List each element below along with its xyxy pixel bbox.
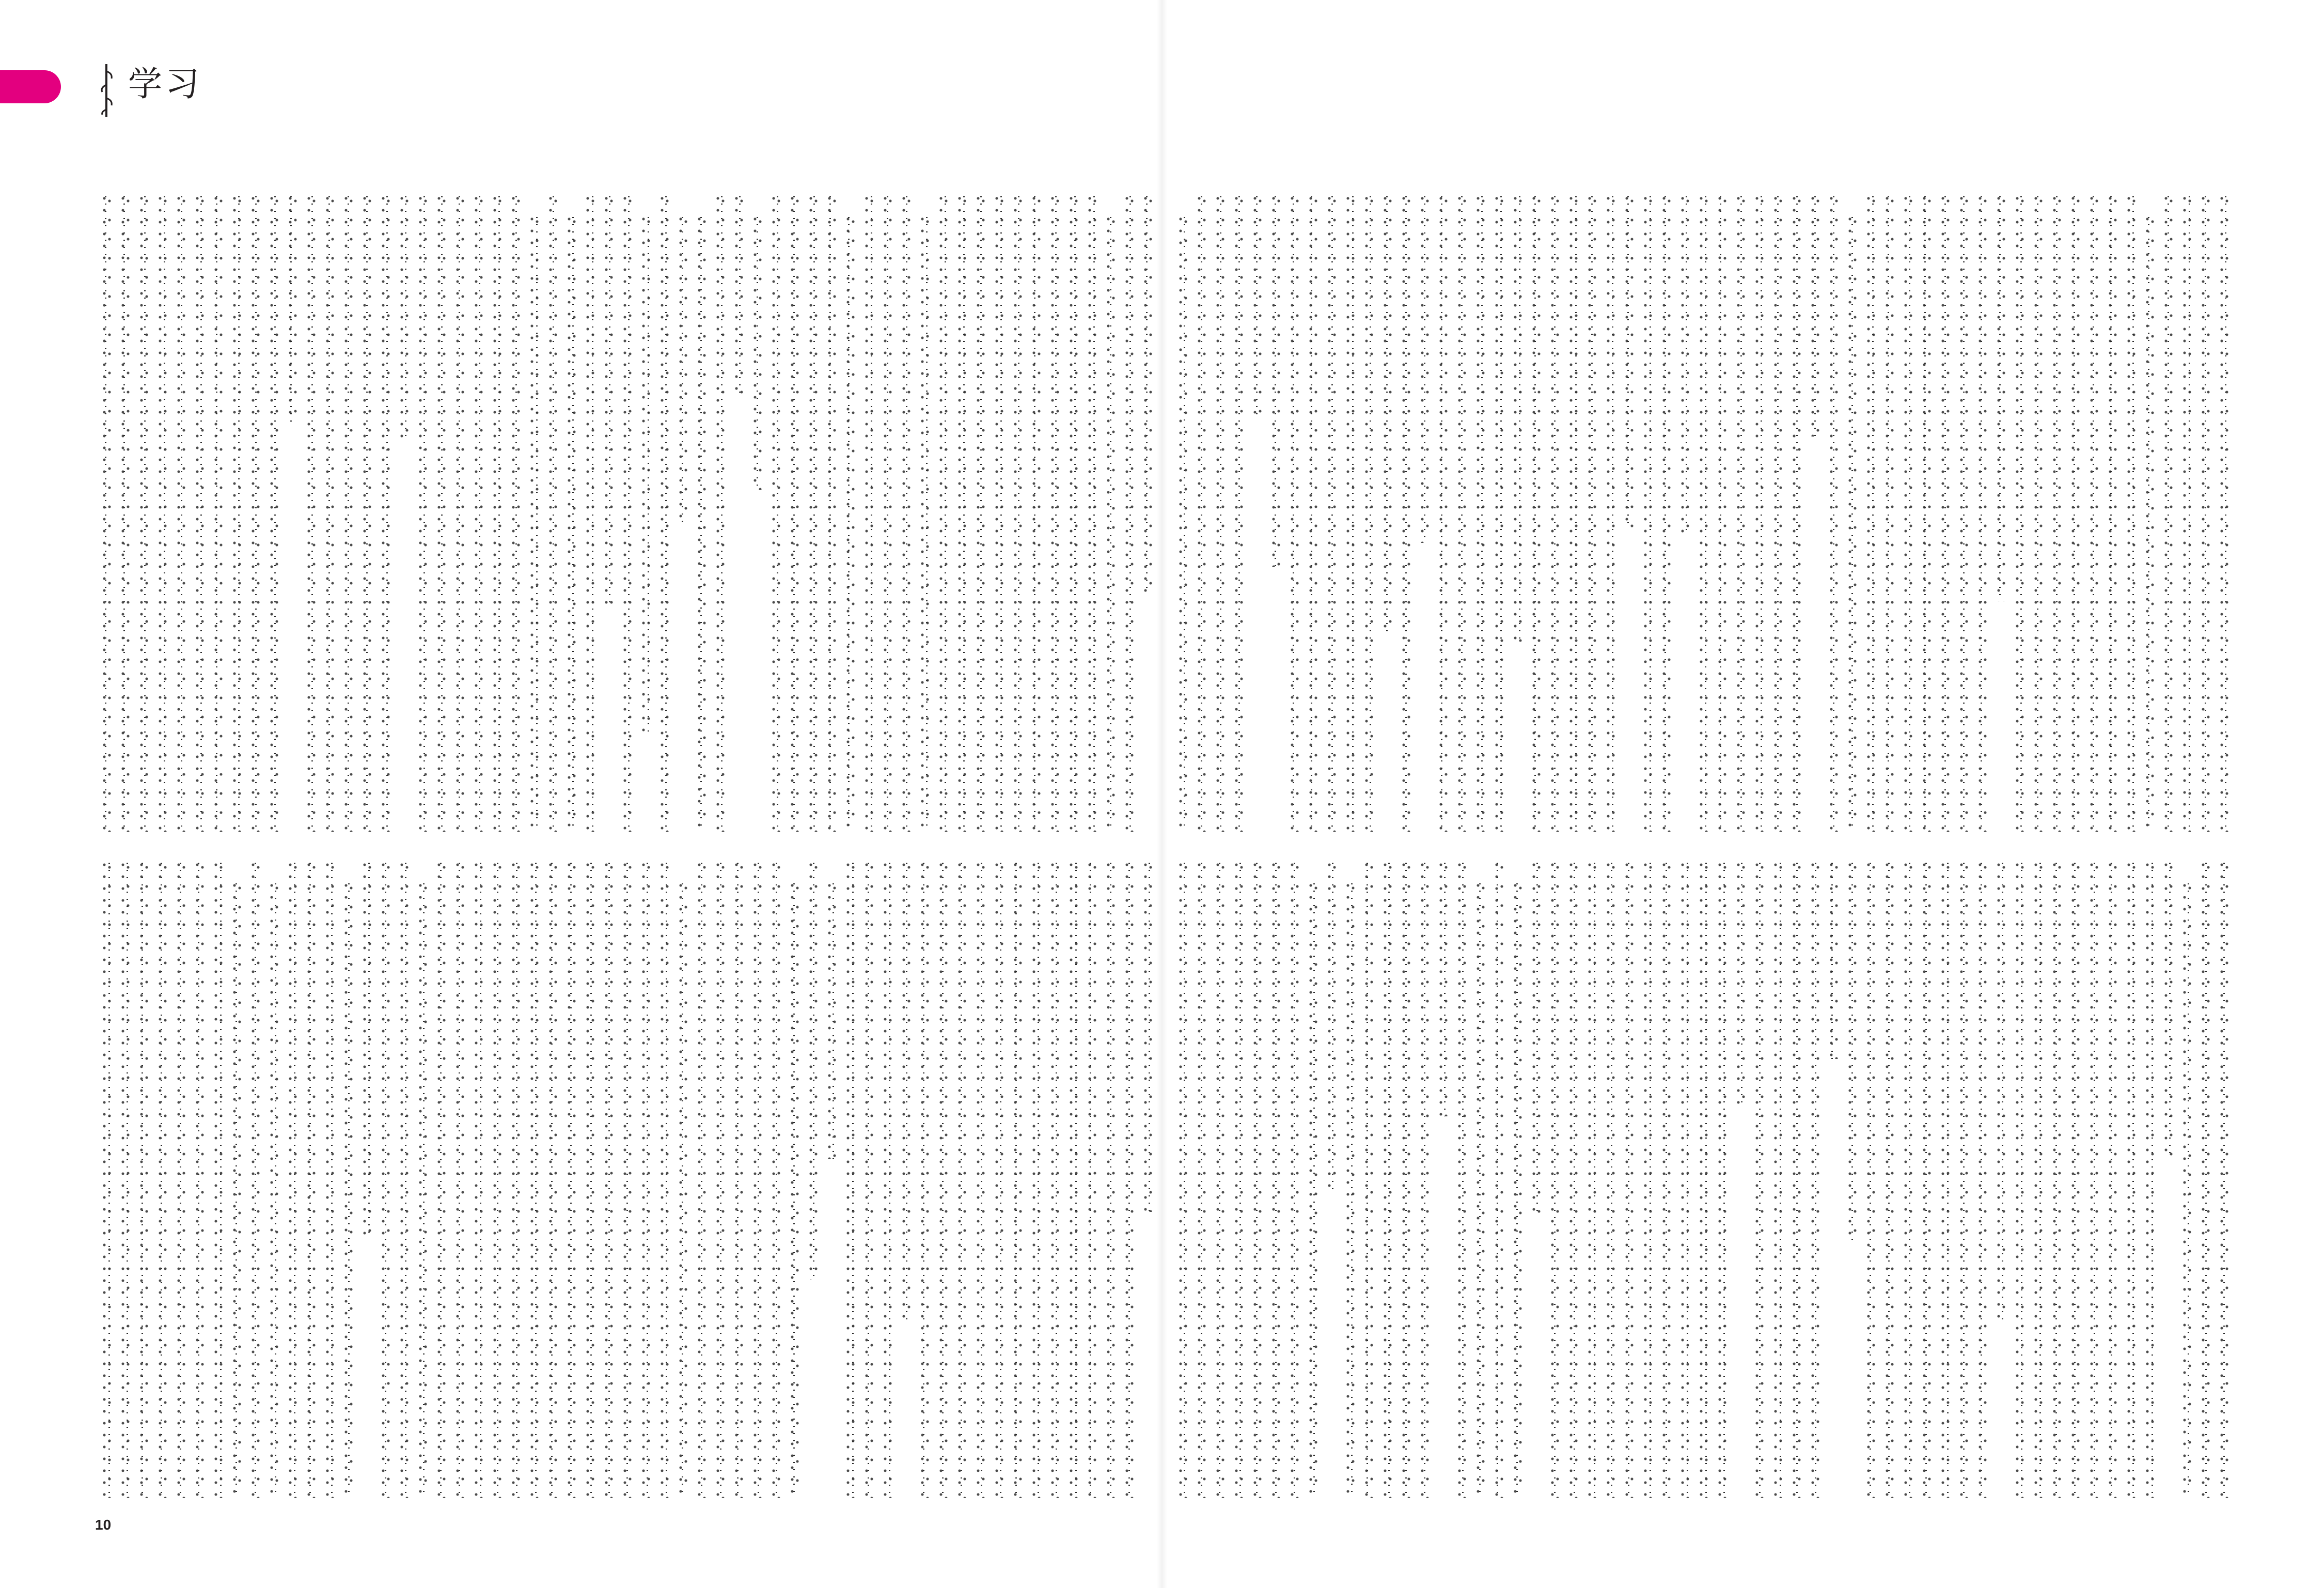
mongolian-text-column: [2033, 863, 2044, 1498]
mongolian-text-column: [1791, 863, 1802, 1498]
mongolian-text-column: [1456, 196, 1468, 832]
mongolian-text-column: [919, 863, 931, 1498]
mongolian-text-column: [2200, 863, 2211, 1498]
mongolian-text-column: [994, 863, 1005, 1498]
mongolian-text-column: [1105, 217, 1117, 832]
mongolian-text-column: [1196, 196, 1207, 832]
mongolian-text-column: [696, 217, 708, 832]
mongolian-text-column: [919, 217, 931, 832]
mongolian-text-column: [1605, 863, 1616, 1498]
mongolian-text-column: [1177, 863, 1189, 1498]
mongolian-text-column: [938, 863, 949, 1498]
mongolian-text-column: [826, 196, 838, 832]
mongolian-text-column: [2126, 863, 2137, 1498]
mongolian-text-column: [343, 196, 354, 832]
mongolian-text-column: [250, 863, 261, 1498]
mongolian-text-column: [1177, 217, 1189, 832]
mongolian-text-column: [752, 217, 763, 490]
mongolian-text-column: [1828, 863, 1840, 1059]
mongolian-text-column: [603, 196, 615, 605]
mongolian-text-column: [901, 863, 912, 1320]
mongolian-text-column: [975, 196, 986, 832]
mongolian-text-column: [640, 863, 652, 1498]
right-page: [1162, 0, 2324, 1588]
mongolian-text-column: [2126, 196, 2137, 832]
mongolian-text-column: [231, 196, 243, 832]
mongolian-text-block-left: [0, 196, 1162, 1498]
mongolian-text-column: [938, 196, 949, 832]
mongolian-text-column: [1456, 863, 1468, 1498]
mongolian-text-column: [1884, 196, 1895, 832]
mongolian-text-column: [826, 883, 838, 1159]
mongolian-text-column: [1438, 863, 1449, 1116]
mongolian-text-column: [1308, 196, 1319, 832]
mongolian-text-column: [194, 196, 206, 832]
mongolian-text-column: [1698, 196, 1709, 832]
mongolian-text-column: [882, 196, 893, 832]
mongolian-text-column: [1252, 196, 1263, 418]
mongolian-text-column: [2163, 863, 2174, 1158]
mongolian-text-column: [1087, 196, 1098, 832]
mongolian-text-column: [1661, 863, 1672, 1498]
mongolian-text-column: [1124, 863, 1135, 1498]
mongolian-text-column: [1363, 196, 1375, 832]
mongolian-text-column: [176, 863, 187, 1498]
mongolian-text-column: [120, 196, 131, 832]
mongolian-text-column: [1605, 196, 1616, 832]
mongolian-text-column: [1345, 883, 1356, 1498]
mongolian-text-column: [2051, 863, 2063, 1498]
mongolian-text-column: [1531, 863, 1542, 1213]
text-region-lower: [0, 863, 1162, 1498]
mongolian-text-column: [1810, 863, 1821, 1498]
mongolian-text-column: [1031, 863, 1042, 1498]
mongolian-text-column: [510, 863, 522, 1498]
mongolian-text-column: [1326, 863, 1338, 1190]
mongolian-text-block-right: [1162, 196, 2324, 1498]
mongolian-text-column: [101, 196, 113, 832]
mongolian-text-column: [1828, 196, 1840, 832]
mongolian-text-column: [2089, 196, 2100, 832]
mongolian-text-column: [492, 863, 503, 1498]
mongolian-text-column: [269, 883, 280, 1498]
mongolian-text-column: [771, 863, 782, 1498]
mongolian-text-column: [1698, 863, 1709, 1498]
mongolian-text-column: [287, 196, 299, 422]
mongolian-text-column: [1549, 863, 1561, 1498]
mongolian-text-column: [1382, 863, 1393, 1498]
mongolian-text-column: [417, 196, 429, 832]
mongolian-text-column: [213, 863, 224, 1498]
mongolian-text-column: [771, 196, 782, 832]
mongolian-text-column: [547, 863, 559, 1498]
mongolian-text-column: [529, 863, 540, 1498]
mongolian-text-column: [1049, 863, 1061, 1498]
mongolian-text-column: [1124, 196, 1135, 832]
mongolian-text-column: [2033, 196, 2044, 832]
mongolian-text-column: [306, 863, 317, 1498]
text-region-upper: [1162, 196, 2324, 832]
text-region-upper: [0, 196, 1162, 832]
mongolian-text-column: [1958, 196, 1970, 832]
mongolian-text-column: [1568, 196, 1579, 832]
mongolian-text-column: [845, 217, 856, 832]
mongolian-text-column: [1270, 196, 1282, 567]
mongolian-text-column: [1549, 196, 1561, 832]
mongolian-text-column: [380, 196, 391, 832]
mongolian-text-column: [1068, 863, 1079, 1498]
mongolian-text-column: [2144, 217, 2156, 832]
mongolian-text-column: [566, 863, 577, 1498]
mongolian-text-column: [789, 883, 800, 1498]
mongolian-text-column: [1568, 863, 1579, 1498]
mongolian-text-column: [1363, 863, 1375, 1498]
mongolian-text-column: [287, 863, 299, 1498]
mongolian-text-column: [622, 196, 633, 832]
mongolian-text-column: [1735, 196, 1747, 832]
mongolian-text-column: [789, 196, 800, 832]
mongolian-text-column: [901, 196, 912, 832]
mongolian-text-column: [1865, 863, 1877, 1498]
mongolian-text-column: [659, 196, 670, 832]
mongolian-text-column: [2051, 196, 2063, 832]
mongolian-text-column: [1012, 863, 1024, 1498]
mongolian-text-column: [399, 196, 410, 439]
mongolian-text-column: [1921, 863, 1933, 1498]
mongolian-text-column: [678, 883, 689, 1498]
mongolian-text-column: [1754, 196, 1765, 832]
mongolian-text-column: [1215, 863, 1226, 1498]
text-region-lower: [1162, 863, 2324, 1498]
mongolian-text-column: [1754, 863, 1765, 1498]
mongolian-text-column: [585, 196, 596, 832]
mongolian-text-column: [1512, 196, 1524, 642]
mongolian-text-column: [1847, 217, 1858, 832]
mongolian-text-column: [640, 217, 652, 731]
mongolian-text-column: [157, 196, 168, 832]
mongolian-text-column: [1401, 863, 1412, 1498]
mongolian-text-column: [1772, 196, 1784, 832]
mongolian-text-column: [715, 196, 726, 832]
mongolian-text-column: [2219, 196, 2230, 832]
mongolian-text-column: [2107, 196, 2118, 832]
mongolian-text-column: [882, 863, 893, 1498]
mongolian-text-column: [2181, 196, 2193, 832]
mongolian-text-column: [2014, 196, 2025, 832]
mongolian-text-column: [2200, 196, 2211, 832]
mongolian-text-column: [2107, 863, 2118, 1498]
mongolian-text-column: [1847, 863, 1858, 1241]
page-number-left: 10: [95, 1517, 112, 1533]
mongolian-text-column: [1903, 196, 1914, 832]
mongolian-text-column: [1494, 863, 1505, 1498]
mongolian-text-column: [362, 196, 373, 832]
mongolian-text-column: [324, 196, 336, 832]
mongolian-text-column: [956, 863, 968, 1498]
mongolian-text-column: [492, 196, 503, 832]
mongolian-text-column: [380, 863, 391, 1498]
section-title: 学习: [128, 64, 202, 104]
mongolian-text-column: [1587, 196, 1598, 832]
mongolian-text-column: [1810, 196, 1821, 437]
mongolian-text-column: [975, 863, 986, 1498]
mongolian-text-column: [1142, 196, 1154, 594]
mongolian-text-column: [566, 217, 577, 832]
mongolian-text-column: [1475, 196, 1486, 832]
mongolian-text-column: [1903, 863, 1914, 1498]
mongolian-text-column: [1049, 196, 1061, 832]
mongolian-text-column: [1642, 863, 1654, 1498]
mongolian-text-column: [1958, 863, 1970, 1498]
mongolian-text-column: [863, 196, 875, 832]
mongolian-text-column: [1996, 863, 2007, 1321]
mongolian-text-column: [473, 863, 484, 1498]
section-color-tab: [0, 70, 61, 103]
mongolian-text-column: [194, 863, 206, 1498]
mongolian-text-column: [659, 863, 670, 1498]
mongolian-text-column: [1215, 196, 1226, 832]
spine-gutter: [1157, 0, 1167, 1588]
mongolian-text-column: [250, 196, 261, 832]
mongolian-text-column: [2163, 196, 2174, 832]
mongolian-text-column: [157, 863, 168, 1498]
mongolian-text-column: [585, 863, 596, 1498]
mongolian-text-column: [1289, 196, 1300, 832]
mongolian-text-column: [2014, 863, 2025, 1498]
mongolian-text-column: [436, 196, 447, 832]
mongolian-text-column: [1419, 196, 1431, 543]
mongolian-text-column: [733, 863, 745, 1498]
mongolian-text-column: [529, 217, 540, 832]
mongolian-text-column: [1735, 863, 1747, 1106]
mongolian-text-column: [473, 196, 484, 832]
mongolian-text-column: [1233, 863, 1245, 1498]
mongolian-text-column: [231, 883, 243, 1498]
mongolian-text-column: [1345, 196, 1356, 832]
mongolian-text-column: [808, 196, 819, 832]
mongolian-text-column: [1142, 863, 1154, 1212]
mongolian-text-column: [1401, 196, 1412, 832]
mongolian-text-column: [1252, 863, 1263, 1498]
mongolian-text-column: [1940, 196, 1951, 832]
mongolian-text-column: [269, 196, 280, 832]
mongolian-text-column: [454, 863, 466, 1498]
mongolian-text-column: [1642, 196, 1654, 832]
mongolian-text-column: [1791, 196, 1802, 832]
mongolian-text-column: [1233, 196, 1245, 832]
mongolian-text-column: [622, 863, 633, 1498]
mongolian-text-column: [547, 196, 559, 832]
mongolian-text-column: [1289, 863, 1300, 1498]
mongolian-text-column: [1308, 883, 1319, 1498]
mongolian-text-column: [120, 863, 131, 1498]
mongolian-text-column: [1438, 196, 1449, 832]
mongolian-text-column: [715, 863, 726, 1498]
mongolian-text-column: [2070, 196, 2081, 832]
mongolian-text-column: [1996, 196, 2007, 601]
mongolian-text-column: [399, 863, 410, 1498]
mongolian-text-column: [1382, 196, 1393, 634]
mongolian-text-column: [1977, 863, 1988, 1498]
mongolian-text-column: [1624, 863, 1635, 1498]
mongolian-text-column: [1196, 863, 1207, 1498]
mongolian-text-column: [1679, 863, 1691, 1498]
mongolian-text-column: [1940, 863, 1951, 1498]
mongolian-text-column: [1717, 196, 1728, 832]
mongolian-text-column: [1531, 196, 1542, 832]
mongolian-text-column: [1270, 863, 1282, 1498]
mongolian-text-column: [2219, 863, 2230, 1498]
mongolian-text-column: [2181, 883, 2193, 1498]
mongolian-text-column: [2089, 863, 2100, 1498]
mongolian-text-column: [1031, 196, 1042, 832]
mongolian-text-column: [138, 196, 150, 832]
mongolian-text-column: [678, 217, 689, 524]
mongolian-text-column: [1772, 863, 1784, 1498]
mongolian-text-column: [1977, 196, 1988, 832]
mongolian-text-column: [2144, 863, 2156, 1498]
mongolian-text-column: [845, 863, 856, 1498]
mongolian-text-column: [343, 883, 354, 1498]
mongolian-text-column: [417, 883, 429, 1498]
mongolian-text-column: [696, 863, 708, 1498]
mongolian-script-mark-icon: [96, 62, 117, 119]
mongolian-text-column: [1512, 883, 1524, 1498]
mongolian-text-column: [2070, 863, 2081, 1498]
mongolian-text-column: [324, 863, 336, 1498]
mongolian-text-column: [1587, 863, 1598, 1498]
mongolian-text-column: [956, 196, 968, 832]
mongolian-text-column: [1717, 863, 1728, 1498]
mongolian-text-column: [1105, 863, 1117, 1498]
mongolian-text-column: [306, 196, 317, 832]
mongolian-text-column: [1865, 196, 1877, 832]
mongolian-text-column: [1624, 196, 1635, 528]
mongolian-text-column: [1494, 196, 1505, 832]
mongolian-text-column: [176, 196, 187, 832]
mongolian-text-column: [1326, 196, 1338, 832]
mongolian-text-column: [454, 196, 466, 832]
mongolian-text-column: [101, 863, 113, 1498]
mongolian-text-column: [1419, 863, 1431, 1498]
mongolian-text-column: [1884, 863, 1895, 1498]
mongolian-text-column: [1679, 196, 1691, 533]
mongolian-text-column: [1087, 863, 1098, 1498]
mongolian-text-column: [603, 863, 615, 1498]
mongolian-text-column: [1475, 883, 1486, 1498]
mongolian-text-column: [733, 196, 745, 399]
mongolian-text-column: [138, 863, 150, 1498]
mongolian-text-column: [436, 863, 447, 1498]
mongolian-text-column: [808, 863, 819, 1280]
mongolian-text-column: [1661, 196, 1672, 832]
mongolian-text-column: [994, 196, 1005, 832]
mongolian-text-column: [213, 196, 224, 832]
mongolian-text-column: [863, 863, 875, 1498]
mongolian-text-column: [362, 863, 373, 1238]
mongolian-text-column: [1921, 196, 1933, 832]
mongolian-text-column: [510, 196, 522, 832]
mongolian-text-column: [1068, 196, 1079, 832]
mongolian-text-column: [752, 863, 763, 1498]
mongolian-text-column: [1012, 196, 1024, 832]
